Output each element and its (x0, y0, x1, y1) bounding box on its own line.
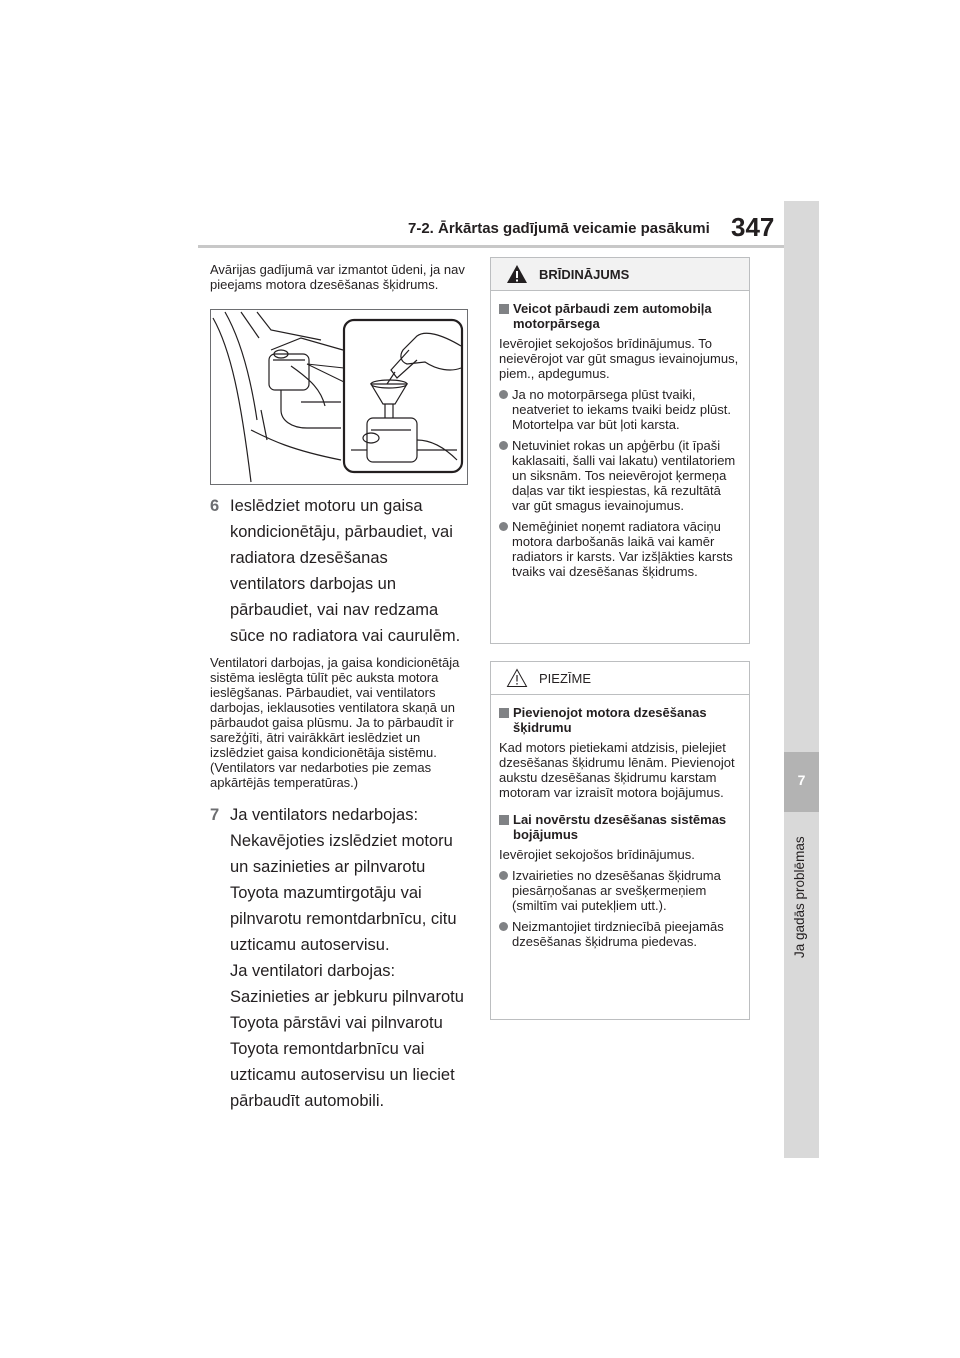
warning-body (491, 291, 749, 579)
step-7-line: Nekavējoties izslēdziet motoru (230, 832, 453, 850)
warning-bullet-text: Nemēģiniet noņemt radiatora vāciņu motora darbošanās laikā vai kamēr radiators ir karsts. Var izšļākties karsts tvaiks vai dzesēšanas šķidrums. (512, 519, 733, 579)
step-6-line: sūce no radiatora vai caurulēm. (230, 627, 461, 645)
note-subhead-1 (499, 705, 741, 735)
step-6-line: kondicionētāju, pārbaudiet, vai (230, 523, 453, 541)
chapter-number-tab (784, 752, 819, 812)
note-bullet-text: Neizmantojiet tirdzniecībā pieejamās dzesēšanas šķidruma piedevas. (512, 919, 724, 949)
note-bullet (499, 919, 741, 949)
square-bullet-icon (499, 815, 509, 825)
step-6-line: pārbaudiet, vai nav redzama (230, 601, 439, 619)
note-bullet (499, 868, 741, 913)
step-6-text (230, 493, 472, 649)
left-column (210, 262, 472, 1114)
step-7-line: Ja ventilators nedarbojas: (230, 806, 419, 824)
note-subhead-2 (499, 812, 741, 842)
round-bullet-icon (499, 522, 508, 531)
square-bullet-icon (499, 304, 509, 314)
notice-triangle-icon (506, 668, 528, 688)
round-bullet-icon (499, 871, 508, 880)
chapter-label: Ja gadās problēmas (792, 836, 807, 958)
chapter-side-tab (784, 201, 819, 1158)
warning-triangle-icon (506, 264, 528, 284)
step-7-line: un sazinieties ar pilnvarotu (230, 858, 426, 876)
round-bullet-icon (499, 922, 508, 931)
step-7-text (230, 802, 472, 1114)
warning-header (491, 258, 749, 291)
section-title: 7-2. Ārkārtas gadījumā veicamie pasākumi (408, 220, 710, 237)
step-6-number: 6 (210, 497, 220, 515)
step-6 (210, 493, 472, 649)
round-bullet-icon (499, 390, 508, 399)
square-bullet-icon (499, 708, 509, 718)
step-6-line: ventilators darbojas un (230, 575, 397, 593)
note-body (491, 695, 749, 949)
step-7-line: Toyota remontdarbnīcu vai (230, 1040, 425, 1058)
note-bullet-text: Izvairieties no dzesēšanas šķidruma piesārņošanas ar svešķermeņiem (smiltīm vai putekļiem utt.). (512, 868, 721, 913)
step-7-number: 7 (210, 806, 220, 824)
note-subhead-2-text: Lai novērstu dzesēšanas sistēmas bojājumus (513, 812, 727, 842)
warning-bullet (499, 519, 741, 579)
step-7-line: Toyota pārstāvi vai pilnvarotu (230, 1014, 443, 1032)
step-7-line: uzticamu autoservisu. (230, 936, 390, 954)
step-7-line: pilnvarotu remontdarbnīcu, citu (230, 910, 457, 928)
engine-coolant-reservoir-illustration (211, 310, 467, 484)
step-6-line: radiatora dzesēšanas (230, 549, 388, 567)
warning-title: BRĪDINĀJUMS (539, 267, 630, 282)
step-7-line: uzticamu autoservisu un lieciet (230, 1066, 455, 1084)
step-7-line: Ja ventilatori darbojas: (230, 962, 396, 980)
warning-subhead-text: Veicot pārbaudi zem automobiļa motorpārsega (513, 301, 712, 331)
warning-bullet-text: Netuviniet rokas un apģērbu (it īpaši kaklasaiti, šalli vai lakatu) ventilatoriem un siksnām. Tos neievērojot ķermeņa daļas var tikt iespiestas, kā rezultātā var gūt smagus ievainojumus. (512, 438, 736, 513)
chapter-number: 7 (797, 772, 806, 788)
note-subhead-1-text: Pievienojot motora dzesēšanas šķidrumu (513, 705, 707, 735)
page-number: 347 (731, 212, 775, 242)
warning-paragraph: Ievērojiet sekojošos brīdinājumus. To neievērojot var gūt smagus ievainojumus, piem., apdegumus. (499, 336, 739, 381)
header-rule (198, 245, 784, 248)
note-paragraph-1: Kad motors pietiekami atdzisis, pielejiet dzesēšanas šķidrumu lēnām. Pievienojot aukstu dzesēšanas šķidrumu karstam motoram var izraisīt motora bojājumus. (499, 740, 735, 800)
warning-box (490, 257, 750, 644)
note-box (490, 661, 750, 1020)
coolant-illustration (210, 309, 468, 485)
warning-subhead (499, 301, 741, 331)
warning-bullet (499, 387, 741, 432)
note-paragraph-2: Ievērojiet sekojošos brīdinājumus. (499, 847, 695, 862)
round-bullet-icon (499, 441, 508, 450)
intro-text: Avārijas gadījumā var izmantot ūdeni, ja nav pieejams motora dzesēšanas šķidrums. (210, 262, 465, 292)
step-7 (210, 802, 472, 1114)
note-title: PIEZĪME (539, 671, 592, 686)
warning-bullet (499, 438, 741, 513)
fan-note: Ventilatori darbojas, ja gaisa kondicionētāja sistēma ieslēgta tūlīt pēc auksta motora ieslēgšanas. Pārbaudiet, vai ventilators darbojas, ieklausoties ventilatora skaņā un pārbaudot gaisa plūsmu. Ja to pārbaudīt ir sarežģīti, ātri vairākkārt ieslēdziet un izslēdziet gaisa kondicionētāja sistēmu. (Ventilators var nedarboties pie zemas apkārtējās temperatūras.) (210, 655, 460, 790)
step-6-line: Ieslēdziet motoru un gaisa (230, 497, 423, 515)
step-7-line: Sazinieties ar jebkuru pilnvarotu (230, 988, 464, 1006)
step-7-line: Toyota mazumtirgotāju vai (230, 884, 422, 902)
chapter-label-wrap (790, 818, 814, 958)
note-header (491, 662, 749, 695)
step-7-line: pārbaudīt automobili. (230, 1092, 385, 1110)
warning-bullet-text: Ja no motorpārsega plūst tvaiki, neatveriet to iekams tvaiki beidz plūst. Motortelpa var būt ļoti karsta. (512, 387, 731, 432)
